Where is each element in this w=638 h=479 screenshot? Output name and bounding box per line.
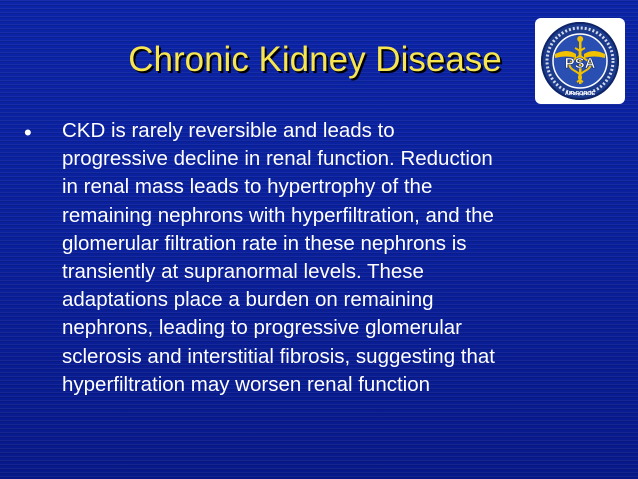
bullet-line: in renal mass leads to hypertrophy of the bbox=[62, 175, 433, 199]
logo-ring-text: AIR FORCE bbox=[564, 91, 596, 97]
bullet-marker: • bbox=[24, 120, 32, 145]
bullet-line: transiently at supranormal levels. These bbox=[62, 260, 424, 284]
bullet-line: remaining nephrons with hyperfiltration, and the bbox=[62, 203, 494, 227]
bullet-text bbox=[62, 117, 602, 399]
bullet-line: progressive decline in renal function. Reduction bbox=[62, 147, 493, 171]
bullet-line: CKD is rarely reversible and leads to bbox=[62, 119, 395, 142]
bullet-line: nephrons, leading to progressive glomerular bbox=[62, 316, 462, 340]
slide-title: Chronic Kidney Disease bbox=[128, 40, 502, 79]
logo-center-text: PSA bbox=[564, 55, 596, 72]
bullet-line: hyperfiltration may worsen renal function bbox=[62, 372, 431, 396]
bullet-line: adaptations place a burden on remaining bbox=[62, 288, 434, 312]
bullet-line: glomerular filtration rate in these nephrons is bbox=[62, 231, 467, 255]
bullet-line: sclerosis and interstitial fibrosis, suggesting that bbox=[62, 344, 495, 368]
logo-graphic bbox=[535, 18, 625, 104]
caduceus-seal-icon bbox=[535, 18, 625, 104]
